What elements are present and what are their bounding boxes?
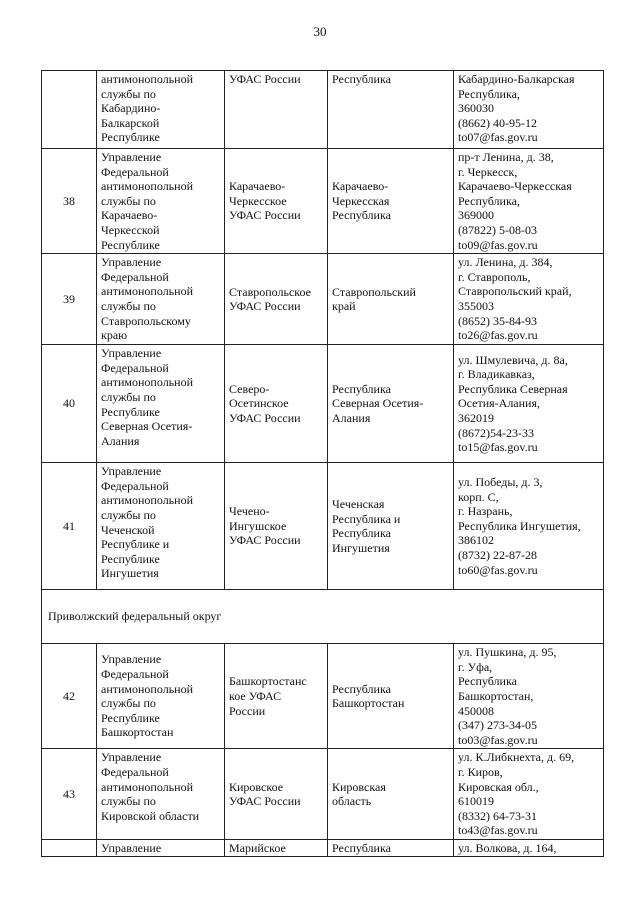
organization-name: Управление Федеральной антимонопольной службы по Карачаево- Черкесской Республике [97, 149, 225, 254]
short-name: Кировское УФАС России [225, 749, 328, 840]
organization-name: Управление Федеральной антимонопольной службы по Республике Башкортостан [97, 644, 225, 749]
organization-name: Управление Федеральной антимонопольной службы по Чеченской Республике и Республике Ингушетия [97, 463, 225, 590]
address-contacts: Кабардино-Балкарская Республика, 360030 (8662) 40-95-12 to07@fas.gov.ru [454, 71, 604, 149]
page-number: 30 [313, 24, 327, 39]
table-row [42, 463, 604, 590]
address-contacts: ул. Победы, д. 3, корп. С, г. Назрань, Республика Ингушетия, 386102 (8732) 22-87-28 to60@fas.gov.ru [454, 463, 604, 590]
table-row [42, 345, 604, 463]
short-name: Башкортостанс кое УФАС России [225, 644, 328, 749]
address-contacts: пр-т Ленина, д. 38, г. Черкесск, Карачаево-Черкесская Республика, 369000 (87822) 5-08-03 to09@fas.gov.ru [454, 149, 604, 254]
registry-table [41, 70, 604, 857]
organization-name: Управление Федеральной антимонопольной службы по Республике Северная Осетия- Алания [97, 345, 225, 463]
region-name: Республика [328, 839, 454, 857]
row-number: 43 [42, 749, 97, 840]
address-contacts: ул. К.Либкнехта, д. 69, г. Киров, Кировская обл., 610019 (8332) 64-73-31 to43@fas.gov.ru [454, 749, 604, 840]
address-contacts: ул. Ленина, д. 384, г. Ставрополь, Ставропольский край, 355003 (8652) 35-84-93 to26@fas.gov.ru [454, 254, 604, 345]
region-name: Республика Северная Осетия- Алания [328, 345, 454, 463]
table-row [42, 644, 604, 749]
row-number: 40 [42, 345, 97, 463]
region-name: Кировская область [328, 749, 454, 840]
row-number: 42 [42, 644, 97, 749]
row-number: 39 [42, 254, 97, 345]
address-contacts: ул. Пушкина, д. 95, г. Уфа, Республика Башкортостан, 450008 (347) 273-34-05 to03@fas.gov.ru [454, 644, 604, 749]
address-contacts: ул. Волкова, д. 164, [454, 839, 604, 857]
section-title: Приволжский федеральный округ [42, 590, 604, 644]
table-row [42, 71, 604, 149]
short-name: УФАС России [225, 71, 328, 149]
table-row [42, 254, 604, 345]
row-number [42, 71, 97, 149]
row-number [42, 839, 97, 857]
organization-name: Управление Федеральной антимонопольной службы по Ставропольскому краю [97, 254, 225, 345]
short-name: Северо- Осетинское УФАС России [225, 345, 328, 463]
organization-name: антимонопольной службы по Кабардино- Балкарской Республике [97, 71, 225, 149]
organization-name: Управление [97, 839, 225, 857]
short-name: Ставропольское УФАС России [225, 254, 328, 345]
region-name: Ставропольский край [328, 254, 454, 345]
region-name: Республика [328, 71, 454, 149]
row-number: 41 [42, 463, 97, 590]
table-row [42, 749, 604, 840]
short-name: Карачаево- Черкесское УФАС России [225, 149, 328, 254]
short-name: Чечено- Ингушское УФАС России [225, 463, 328, 590]
table-row [42, 149, 604, 254]
section-row [42, 590, 604, 644]
region-name: Республика Башкортостан [328, 644, 454, 749]
row-number: 38 [42, 149, 97, 254]
region-name: Карачаево- Черкесская Республика [328, 149, 454, 254]
organization-name: Управление Федеральной антимонопольной службы по Кировской области [97, 749, 225, 840]
region-name: Чеченская Республика и Республика Ингушетия [328, 463, 454, 590]
table-row [42, 839, 604, 857]
address-contacts: ул. Шмулевича, д. 8а, г. Владикавказ, Республика Северная Осетия-Алания, 362019 (8672)54-23-33 to15@fas.gov.ru [454, 345, 604, 463]
short-name: Марийское [225, 839, 328, 857]
